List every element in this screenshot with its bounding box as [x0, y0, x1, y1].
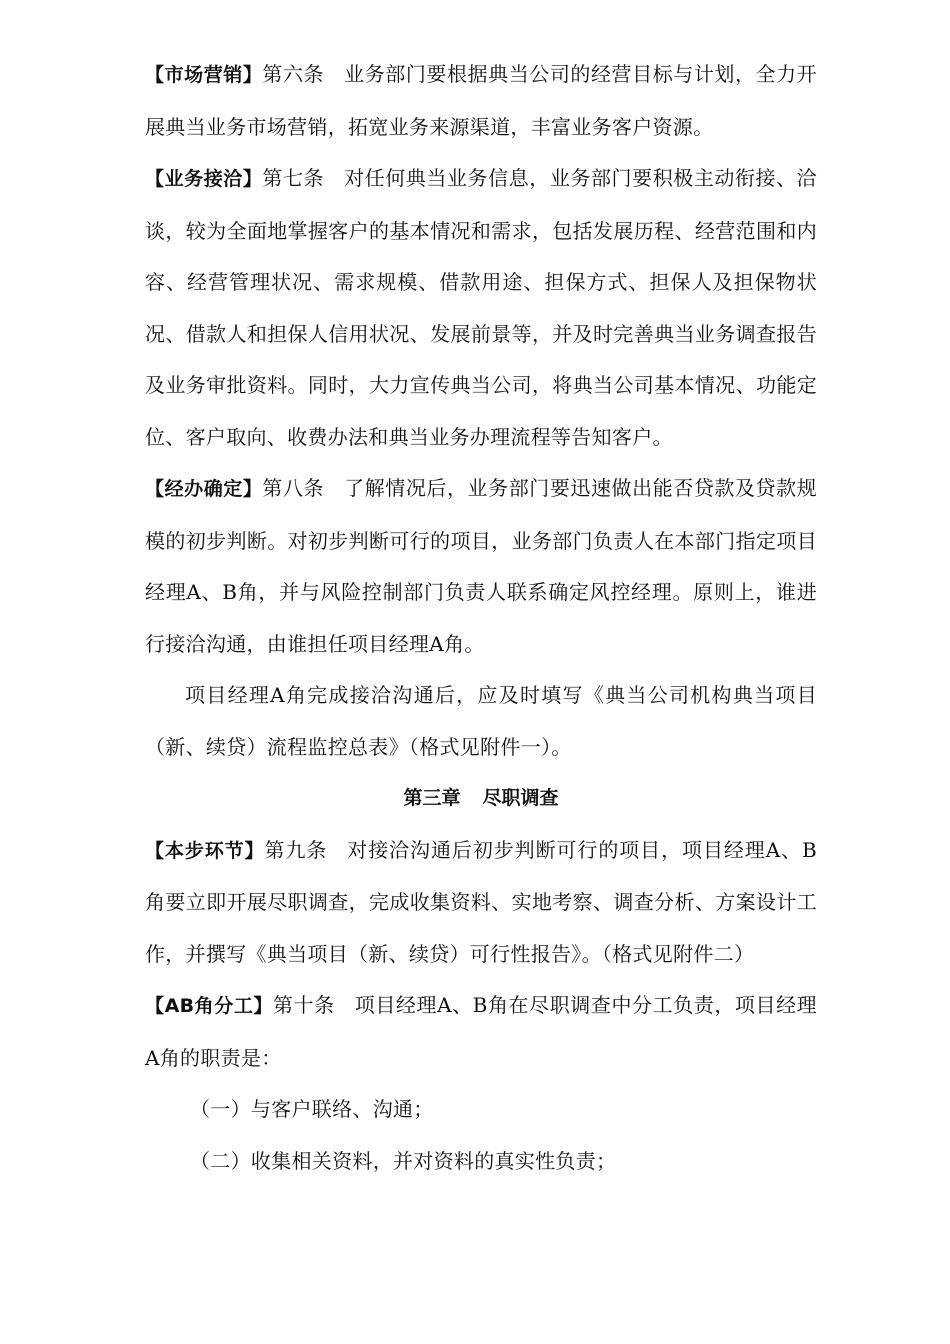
section-tag: 【业务接洽】	[145, 168, 263, 190]
article-number: 第九条	[264, 837, 328, 862]
article-number: 第七条	[262, 166, 325, 190]
section-tag: 【AB角分工】	[145, 995, 273, 1017]
paragraph-after-article-8: 项目经理A角完成接洽沟通后，应及时填写《典当公司机构典当项目（新、续贷）流程监控总表》（格式见附件一）。	[145, 683, 817, 759]
chapter-number: 第三章	[403, 787, 461, 809]
article-6	[145, 49, 817, 153]
article-7	[145, 153, 817, 463]
section-tag: 【市场营销】	[145, 64, 263, 86]
article-8	[145, 463, 817, 670]
article-number: 第六条	[262, 62, 325, 86]
article-10	[145, 980, 817, 1084]
section-tag: 【本步环节】	[145, 839, 265, 862]
list-item: （一）与客户联络、沟通；	[190, 1097, 434, 1121]
chapter-title: 尽职调查	[482, 787, 559, 809]
article-text: 了解情况后，业务部门要迅速做出能否贷款及贷款规模的初步判断。对初步判断可行的项目，业务部门负责人在本部门指定项目经理A、B角，并与风险控制部门负责人联系确定风控经理。原则上，谁进行接洽沟通，由谁担任项目经理A角。	[145, 476, 817, 656]
list-item: （二）收集相关资料，并对资料的真实性负责；	[190, 1148, 617, 1173]
article-text: 项目经理A、B角在尽职调查中分工负责，项目经理A角的职责是：	[145, 993, 817, 1070]
article-number: 第十条	[272, 993, 335, 1017]
chapter-heading	[145, 773, 817, 825]
article-text: 对任何典当业务信息，业务部门要积极主动衔接、洽谈，较为全面地掌握客户的基本情况和需求，包括发展历程、经营范围和内容、经营管理状况、需求规模、借款用途、担保方式、担保人及担保物状况、借款人和担保人信用状况、发展前景等，并及时完善典当业务调查报告及业务审批资料。同时，大力宣传典当公司，将典当公司基本情况、功能定位、客户取向、收费办法和典当业务办理流程等告知客户。	[145, 166, 817, 449]
article-number: 第八条	[262, 476, 325, 500]
document-page	[145, 49, 817, 1187]
section-tag: 【经办确定】	[145, 478, 263, 500]
article-text: 业务部门要根据典当公司的经营目标与计划，全力开展典当业务市场营销，拓宽业务来源渠道，丰富业务客户资源。	[145, 62, 817, 139]
article-text: 对接洽沟通后初步判断可行的项目，项目经理A、B角要立即开展尽职调查，完成收集资料、实地考察、调查分析、方案设计工作，并撰写《典当项目（新、续贷）可行性报告》。（格式见附件二）	[145, 837, 817, 966]
article-9	[145, 825, 817, 981]
